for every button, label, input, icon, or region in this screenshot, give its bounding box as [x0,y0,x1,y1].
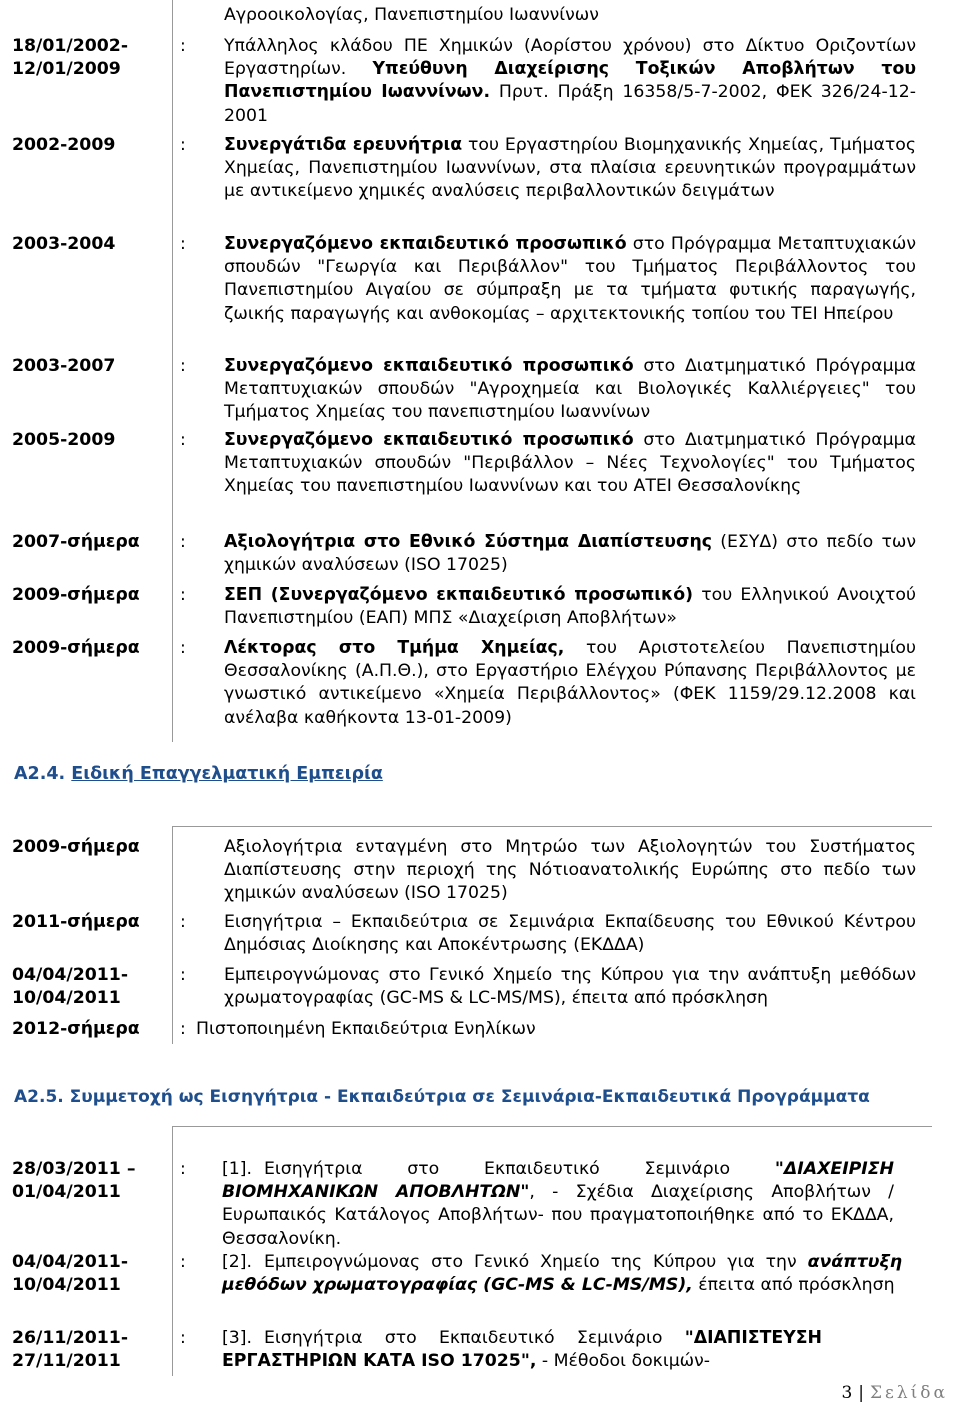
table-divider [172,0,173,30]
row-colon: : [180,135,186,155]
row-date: 26/11/2011- 27/11/2011 [12,1328,128,1371]
ref-number: [3]. [222,1328,252,1348]
row-text: Πιστοποιημένη Εκπαιδεύτρια Ενηλίκων [196,1019,536,1039]
row-date: 2011-σήμερα [12,912,140,932]
table-divider [172,1126,173,1376]
page-label: Σελίδα [870,1383,948,1403]
row-colon: : [180,1019,186,1039]
row-colon: : [180,965,186,985]
table-divider [172,826,173,1044]
row-date: 2002-2009 [12,135,116,155]
row-date: 2009-σήμερα [12,585,140,605]
row-text: Λέκτορας στο Τμήμα Χημείας, του Αριστοτελείου Πανεπιστημίου Θεσσαλονίκης (Α.Π.Θ.), στο Εργαστήριο Ελέγχου Ρύπανσης Περιβάλλοντος με γνωστικό αντικείμενο «Χημεία Περιβάλλοντος» (ΦΕΚ 1159/29.12.2008 και ανέλαβα καθήκοντα 13-01-2009) [224,638,916,728]
row-colon: : [180,1252,186,1272]
row-colon: : [180,356,186,376]
row-date: 28/03/2011 – 01/04/2011 [12,1159,136,1202]
row-colon: : [180,532,186,552]
row-text: ΣΕΠ (Συνεργαζόμενο εκπαιδευτικό προσωπικό) του Ελληνικού Ανοιχτού Πανεπιστημίου (ΕΑΠ) ΜΠΣ «Διαχείριση Αποβλήτων» [224,585,916,629]
row-date: 2003-2007 [12,356,116,376]
ref-number: [1]. [222,1159,252,1179]
row-colon: : [180,912,186,932]
row-colon: : [180,1159,186,1179]
row-text: Αξιολογήτρια στο Εθνικό Σύστημα Διαπίστευσης (ΕΣΥΔ) στο πεδίο των χημικών αναλύσεων (ISO 17025) [224,532,917,576]
row-text: [1]. Εισηγήτρια στο Εκπαιδευτικό Σεμινάριο "ΔΙΑΧΕΙΡΙΣΗ ΒΙΟΜΗΧΑΝΙΚΩΝ ΑΠΟΒΛΗΤΩΝ", - Σχέδια Διαχείρισης Αποβλήτων / Ευρωπαικός Κατάλογος Αποβλήτων- που πραγματοποιήθηκε από το ΕΚΔΔΑ, Θεσσαλονίκη. [222,1159,894,1249]
row-text: Συνεργάτιδα ερευνήτρια του Εργαστηρίου Βιομηχανικής Χημείας, Τμήματος Χημείας, Πανεπιστημίου Ιωαννίνων, στα πλαίσια ερευνητικών προγραμμάτων με αντικείμενο χημικές αναλύσεις περιβαλλοντικών δειγμάτων [224,135,917,202]
row-date: 2009-σήμερα [12,837,140,857]
row-colon: : [180,234,186,254]
row-date: 04/04/2011- 10/04/2011 [12,965,128,1008]
row-date: 2007-σήμερα [12,532,140,552]
row-date: 2012-σήμερα [12,1019,140,1039]
row-date: 2009-σήμερα [12,638,140,658]
row-date: 18/01/2002- 12/01/2009 [12,36,128,79]
row-colon: : [180,36,186,56]
row-colon: : [180,638,186,658]
row-text: Αξιολογήτρια ενταγμένη στο Μητρώο των Αξιολογητών του Συστήματος Διαπίστευσης στην περιοχή της Νότιοανατολικής Ευρώπης στο πεδίο των χημικών αναλύσεων (ISO 17025) [224,837,916,904]
row-text: Συνεργαζόμενο εκπαιδευτικό προσωπικό στο Πρόγραμμα Μεταπτυχιακών σπουδών "Γεωργία και Περιβάλλον" του Τμήματος Περιβάλλοντος του Πανεπιστημίου Αιγαίου σε σύμπραξη με τα τμήματα φυτικής παραγωγής, ζωικής παραγωγής και ανθοκομίας – αρχιτεκτονικής τοπίου του ΤΕΙ Ηπείρου [224,234,916,324]
row-text: Εμπειρογνώμονας στο Γενικό Χημείο της Κύπρου για την ανάπτυξη μεθόδων χρωματογραφίας (GC-MS & LC-MS/MS), έπειτα από πρόσκληση [224,965,916,1009]
row-colon: : [180,430,186,450]
table-border [172,826,932,827]
row-text: [2]. Εμπειρογνώμονας στο Γενικό Χημείο της Κύπρου για την ανάπτυξη μεθόδων χρωματογραφίας (GC-MS & LC-MS/MS), έπειτα από πρόσκληση [222,1252,902,1296]
page-number: 3 [841,1383,853,1403]
section-heading: Α2.4. Ειδική Επαγγελματική Εμπειρία [14,764,383,784]
table-border [172,1126,932,1127]
row-text: Αγροοικολογίας, Πανεπιστημίου Ιωαννίνων [224,5,599,25]
section-heading: Α2.5. Συμμετοχή ως Εισηγήτρια - Εκπαιδεύτρια σε Σεμινάρια-Εκπαιδευτικά Προγράμματα [14,1087,870,1107]
row-text: Συνεργαζόμενο εκπαιδευτικό προσωπικό στο Διατμηματικό Πρόγραμμα Μεταπτυχιακών σπουδών "Περιβάλλον – Νέες Τεχνολογίες" του Τμήματος Χημείας του πανεπιστημίου Ιωαννίνων και του ΑΤΕΙ Θεσσαλονίκης [224,430,916,497]
row-text: Συνεργαζόμενο εκπαιδευτικό προσωπικό στο Διατμηματικό Πρόγραμμα Μεταπτυχιακών σπουδών "Αγροχημεία και Βιολογικές Καλλιέργειες" του Τμήματος Χημείας του πανεπιστημίου Ιωαννίνων [224,356,916,423]
row-text: Εισηγήτρια – Εκπαιδεύτρια σε Σεμινάρια Εκπαίδευσης του Εθνικού Κέντρου Δημόσιας Διοίκησης και Αποκέντρωσης (ΕΚΔΔΑ) [224,912,916,956]
ref-number: [2]. [222,1252,252,1272]
row-colon: : [180,1328,186,1348]
row-text: Υπάλληλος κλάδου ΠΕ Χημικών (Αορίστου χρόνου) στο Δίκτυο Οριζοντίων Εργαστηρίων. Υπεύθυνη Διαχείρισης Τοξικών Αποβλήτων του Πανεπιστημίου Ιωαννίνων. Πρυτ. Πράξη 16358/5-7-2002, ΦΕΚ 326/24-12-2001 [224,36,916,126]
table-divider [172,30,173,742]
page-footer: 3 | Σελίδα [841,1383,948,1403]
row-date: 2005-2009 [12,430,116,450]
row-text: [3]. Εισηγήτρια στο Εκπαιδευτικό Σεμινάριο "ΔΙΑΠΙΣΤΕΥΣΗ ΕΡΓΑΣΤΗΡΙΩΝ ΚΑΤΑ ISO 17025", - Μέθοδοι δοκιμών- [222,1328,822,1372]
row-colon: : [180,585,186,605]
row-date: 04/04/2011- 10/04/2011 [12,1252,128,1295]
row-date: 2003-2004 [12,234,116,254]
